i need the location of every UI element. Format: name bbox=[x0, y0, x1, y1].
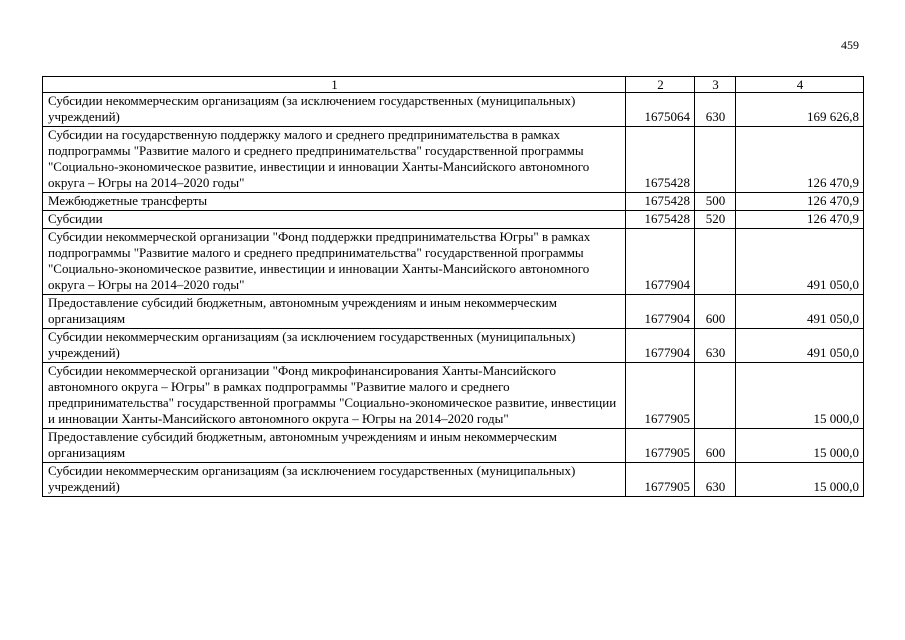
row-type bbox=[695, 363, 736, 429]
row-sum: 126 470,9 bbox=[736, 211, 864, 229]
row-type bbox=[695, 229, 736, 295]
table-row bbox=[43, 429, 864, 463]
row-code: 1675428 bbox=[626, 193, 695, 211]
row-name: Предоставление субсидий бюджетным, автономным учреждениям и иным некоммерческим организациям bbox=[43, 429, 626, 463]
row-type bbox=[695, 127, 736, 193]
row-code: 1675064 bbox=[626, 93, 695, 127]
row-sum: 15 000,0 bbox=[736, 429, 864, 463]
row-code: 1677905 bbox=[626, 429, 695, 463]
header-col-2: 2 bbox=[626, 77, 695, 93]
table-header-row bbox=[43, 77, 864, 93]
row-code: 1677904 bbox=[626, 329, 695, 363]
table-row bbox=[43, 295, 864, 329]
row-type: 630 bbox=[695, 329, 736, 363]
budget-table bbox=[42, 76, 864, 497]
row-code: 1677905 bbox=[626, 363, 695, 429]
row-code: 1677904 bbox=[626, 229, 695, 295]
table-row bbox=[43, 463, 864, 497]
row-type: 600 bbox=[695, 295, 736, 329]
row-type: 630 bbox=[695, 463, 736, 497]
row-sum: 15 000,0 bbox=[736, 363, 864, 429]
table-row bbox=[43, 329, 864, 363]
table-row bbox=[43, 127, 864, 193]
row-name: Субсидии некоммерческим организациям (за исключением государственных (муниципальных) учреждений) bbox=[43, 463, 626, 497]
row-sum: 491 050,0 bbox=[736, 295, 864, 329]
row-name: Субсидии bbox=[43, 211, 626, 229]
header-col-1: 1 bbox=[43, 77, 626, 93]
row-code: 1675428 bbox=[626, 127, 695, 193]
row-name: Межбюджетные трансферты bbox=[43, 193, 626, 211]
row-name: Субсидии некоммерческим организациям (за исключением государственных (муниципальных) учреждений) bbox=[43, 329, 626, 363]
table-row bbox=[43, 211, 864, 229]
row-name: Предоставление субсидий бюджетным, автономным учреждениям и иным некоммерческим организациям bbox=[43, 295, 626, 329]
row-type: 500 bbox=[695, 193, 736, 211]
row-type: 600 bbox=[695, 429, 736, 463]
header-col-4: 4 bbox=[736, 77, 864, 93]
row-sum: 126 470,9 bbox=[736, 193, 864, 211]
row-name: Субсидии некоммерческой организации "Фонд поддержки предпринимательства Югры" в рамках подпрограммы "Развитие малого и среднего предпринимательства" государственной программы "Социально-экономическое развитие, инвестиции и инновации Ханты-Мансийского автономного округа – Югры на 2014–2020 годы" bbox=[43, 229, 626, 295]
table-row bbox=[43, 93, 864, 127]
row-name: Субсидии на государственную поддержку малого и среднего предпринимательства в рамках подпрограммы "Развитие малого и среднего предпринимательства" государственной программы "Социально-экономическое развитие, инвестиции и инновации Ханты-Мансийского автономного округа – Югры на 2014–2020 годы" bbox=[43, 127, 626, 193]
page-number: 459 bbox=[841, 38, 859, 52]
row-sum: 126 470,9 bbox=[736, 127, 864, 193]
row-code: 1677904 bbox=[626, 295, 695, 329]
row-name: Субсидии некоммерческим организациям (за исключением государственных (муниципальных) учреждений) bbox=[43, 93, 626, 127]
header-col-3: 3 bbox=[695, 77, 736, 93]
row-sum: 15 000,0 bbox=[736, 463, 864, 497]
row-type: 630 bbox=[695, 93, 736, 127]
row-sum: 169 626,8 bbox=[736, 93, 864, 127]
row-sum: 491 050,0 bbox=[736, 229, 864, 295]
table-row bbox=[43, 193, 864, 211]
row-sum: 491 050,0 bbox=[736, 329, 864, 363]
row-code: 1677905 bbox=[626, 463, 695, 497]
table-row bbox=[43, 229, 864, 295]
row-type: 520 bbox=[695, 211, 736, 229]
table-row bbox=[43, 363, 864, 429]
row-name: Субсидии некоммерческой организации "Фонд микрофинансирования Ханты-Мансийского автономного округа – Югры" в рамках подпрограммы "Развитие малого и среднего предпринимательства" государственной программы "Социально-экономическое развитие, инвестиции и инновации Ханты-Мансийского автономного округа – Югры на 2014–2020 годы" bbox=[43, 363, 626, 429]
row-code: 1675428 bbox=[626, 211, 695, 229]
